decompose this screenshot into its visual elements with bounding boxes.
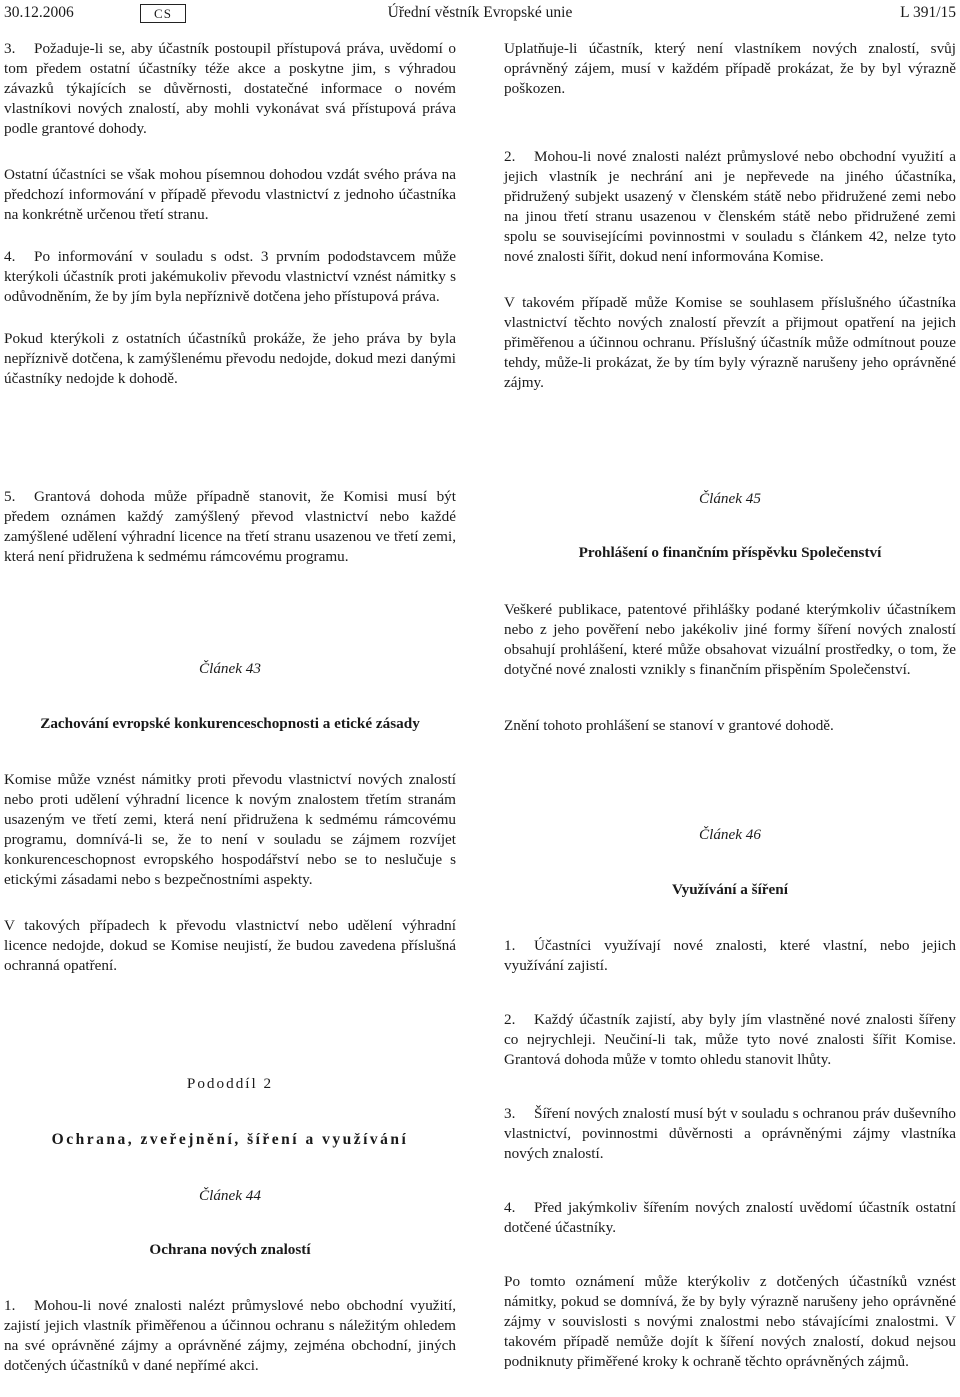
paragraph-q4 (504, 1198, 956, 1238)
paragraph-text: Požaduje-li se, aby účastník postoupil přístupová práva, uvědomí o tom předem ostatní účastníky téže akce a poskytne jim, s výhradou závazků týkajících se důvěrnosti, dostatečné informace o novém vlastníkovi nových znalostí, aby mohli vykonávat svá přístupová práva podle grantové dohody. (4, 40, 456, 137)
paragraph-po-tomto: Po tomto oznámení může kterýkoliv z dotčených účastníků vznést námitky, pokud se domnívá, že by byly výrazně narušeny jeho oprávněné zájmy v souvislosti s novými znalostmi nebo stávajícími znalostmi. V takovém případě nemůže dojít k šíření nových znalostí, dokud nejsou podniknuty přiměřené kroky k ochraně těchto oprávněných zájmů. (504, 1273, 956, 1370)
paragraph-number: 5. (4, 488, 16, 505)
paragraph-komise: Komise může vznést námitky proti převodu vlastnictví nových znalostí nebo proti udělení výhradní licence k novým znalostem třetím stranám usazeným ve třetí zemi, která není přidružena k sedmému rámcovému programu, domnívá-li se, že to není v souladu se zájmem rozvíjet konkurenceschopnost evropského hospodářství nebo se to neslučuje s etickými zásadami nebo s bezpečnostními aspekty. (4, 771, 456, 888)
paragraph-text: Účastníci využívají nové znalosti, které vlastní, nebo jejich využívání zajistí. (504, 937, 956, 974)
paragraph-text: Mohou-li nové znalosti nalézt průmyslové nebo obchodní využití, zajistí jejich vlastník přiměřenou a účinnou ochranu s náležitým ohledem na své oprávněné zájmy a oprávněné zájmy, zejména obchodní, jiných dotčených účastníků v dané nepřímé akci. (4, 1297, 456, 1374)
paragraph-text: Každý účastník zajistí, aby byly jím vlastněné nové znalosti šířeny co nejrychleji. Neučiní-li tak, může tyto nové znalosti šířit Komise. Grantová dohoda může v tomto ohledu stanovit lhůty. (504, 1011, 956, 1068)
top-left-column (4, 39, 456, 389)
paragraph-pokud: Pokud kterýkoli z ostatních účastníků prokáže, že jeho práva by byla nepříznivě dotčena, k zamýšlenému převodu nedojde, dokud mezi danými účastníky nedojde k dohodě. (4, 330, 456, 387)
subdivision-label: Pododdíl 2 (186, 1075, 274, 1092)
subdivision-title: Ochrana, zveřejnění, šíření a využívání (51, 1131, 409, 1148)
article-43-label: Článek 43 (198, 660, 261, 677)
paragraph-number: 4. (504, 1199, 516, 1216)
paragraph-veskere: Veškeré publikace, patentové přihlášky podané kterýmkoliv účastníkem nebo z jeho pověření nebo jakékoliv jiné formy šíření nových znalostí obsahují prohlášení, které může obsahovat vizuální prostředky, o tom, že dotyčné nové znalosti vznikly s finančním přispěním Společenství. (504, 601, 956, 678)
article-44-body (4, 1296, 456, 1376)
paragraph-number: 3. (504, 1105, 516, 1122)
paragraph-text: Mohou-li nové znalosti nalézt průmyslové nebo obchodní využití a jejich vlastník je nechrání ani je nepřevede na jiného účastníka, přidružený subjekt usazený v členském státě nebo přidružené zemi nebo na jinou třetí stranu usazenou v členském státě nebo přidružené zemi spolu se souvisejícími povinnostmi v souladu s článkem 42, nelze tyto nové znalosti šířit, dokud není informována Komise. (504, 148, 956, 265)
paragraph-v-takovych: V takových případech k převodu vlastnictví nebo udělení výhradní licence nedojde, dokud se Komise neujistí, že budou zavedena příslušná ochranná opatření. (4, 917, 456, 974)
paragraph-q3 (504, 1104, 956, 1164)
article-44-title: Ochrana nových znalostí (149, 1241, 311, 1258)
paragraph-number: 2. (504, 1011, 516, 1028)
paragraph-q1 (504, 936, 956, 976)
paragraph-2 (504, 147, 956, 267)
paragraph-uplatnuje: Uplatňuje-li účastník, který není vlastníkem nových znalostí, svůj oprávněný zájem, musí v každém případě prokázat, že by byl výrazně poškozen. (504, 40, 956, 97)
article-45-body (504, 600, 956, 736)
paragraph-text: Před jakýmkoliv šířením nových znalostí uvědomí účastník ostatní dotčené účastníky. (504, 1199, 956, 1236)
paragraph-number: 1. (504, 937, 516, 954)
article-46-label: Článek 46 (698, 826, 761, 843)
page-number: L 391/15 (900, 4, 956, 21)
article-44-label: Článek 44 (198, 1187, 261, 1204)
paragraph-number: 3. (4, 40, 16, 57)
paragraph-3 (4, 39, 456, 139)
top-right-column (504, 39, 956, 393)
paragraph-number: 1. (4, 1297, 16, 1314)
paragraph-4 (4, 247, 456, 307)
paragraph-1 (4, 1296, 456, 1376)
paragraph-takovem: V takovém případě může Komise se souhlasem příslušného účastníka vlastnictví těchto nových znalostí převzít a přijmout opatření na jejich přiměřenou a účinnou ochranu. Příslušný účastník může odmítnout pouze tehdy, může-li prokázat, že by tím byly výrazně narušeny jeho oprávněné zájmy. (504, 294, 956, 391)
page-header (4, 4, 956, 26)
paragraph-ostatni: Ostatní účastníci se však mohou písemnou dohodou vzdát svého práva na předchozí informování v případě převodu vlastnictví z jednoho účastníka na konkrétně určenou třetí stranu. (4, 166, 456, 223)
paragraph-text: Šíření nových znalostí musí být v souladu s ochranou práv duševního vlastnictví, povinnostmi důvěrnosti a oprávněnými zájmy vlastníka nových znalostí. (504, 1105, 956, 1162)
article-45-title: Prohlášení o finančním příspěvku Společenství (578, 544, 882, 561)
article-46-title: Využívání a šíření (672, 881, 788, 898)
paragraph-5 (4, 487, 456, 567)
article-43-body (4, 770, 456, 976)
journal-title: Úřední věstník Evropské unie (387, 4, 573, 21)
paragraph-text: Po informování v souladu s odst. 3 prvním pododstavcem může kterýkoli účastník proti jakémukoliv převodu vlastnictví vznést námitky s odůvodněním, že by jím byla nepříznivě dotčena jeho přístupová práva. (4, 248, 456, 305)
article-43-title: Zachování evropské konkurenceschopnosti a etické zásady (40, 715, 420, 732)
article-46-body (504, 936, 956, 1372)
paragraph-text: Grantová dohoda může případně stanovit, že Komisi musí být předem oznámen každý zamýšlený převod vlastnictví nebo každé zamýšlené udělení výhradní licence na třetí stranu usazenou ve třetí zemi, která není přidružena k sedmému rámcovému programu. (4, 488, 456, 565)
language-code-badge: CS (140, 4, 186, 23)
publication-date: 30.12.2006 (4, 4, 74, 21)
paragraph-number: 2. (504, 148, 516, 165)
paragraph-zneni: Znění tohoto prohlášení se stanoví v grantové dohodě. (504, 717, 834, 734)
paragraph-q2 (504, 1010, 956, 1070)
paragraph-number: 4. (4, 248, 16, 265)
article-45-label: Článek 45 (698, 490, 761, 507)
